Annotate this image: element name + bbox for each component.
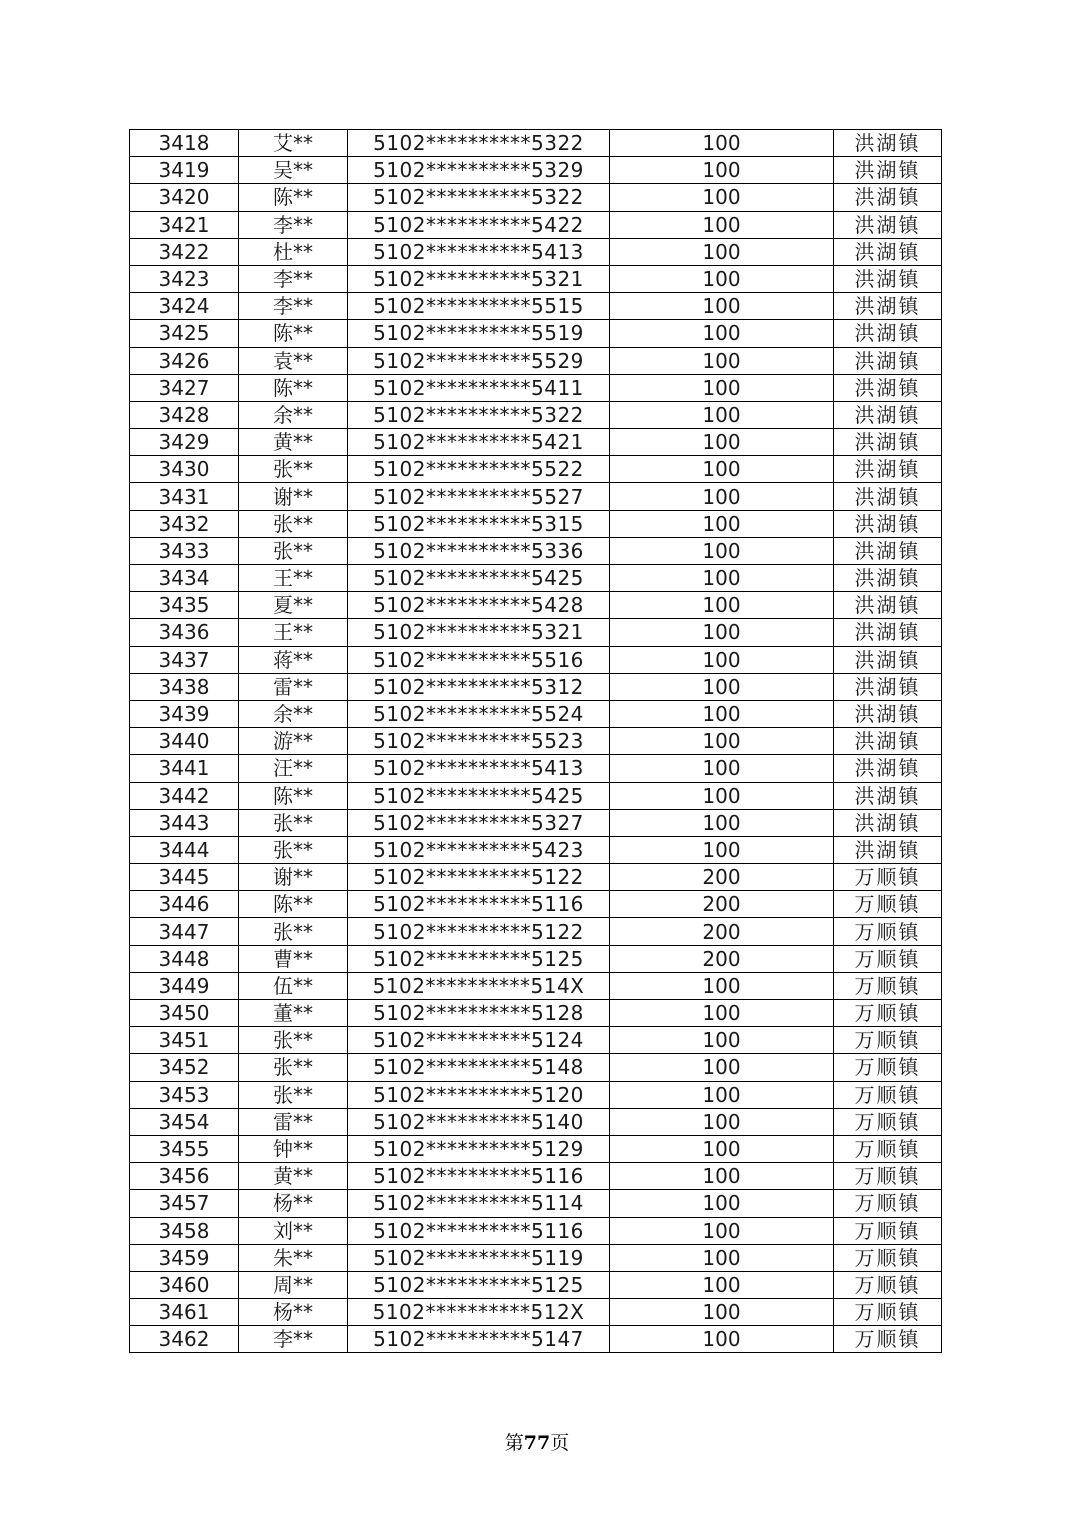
cell-seq: 3461 bbox=[130, 1299, 239, 1326]
cell-name: 张** bbox=[239, 809, 348, 836]
cell-id-number: 5102**********5321 bbox=[348, 265, 610, 292]
cell-amount: 100 bbox=[610, 265, 834, 292]
cell-seq: 3427 bbox=[130, 374, 239, 401]
cell-seq: 3459 bbox=[130, 1244, 239, 1271]
cell-id-number: 5102**********5422 bbox=[348, 211, 610, 238]
table-row bbox=[130, 673, 942, 700]
cell-amount: 100 bbox=[610, 1326, 834, 1353]
cell-id-number: 5102**********5116 bbox=[348, 1163, 610, 1190]
table-row bbox=[130, 592, 942, 619]
cell-seq: 3450 bbox=[130, 1000, 239, 1027]
cell-town: 洪湖镇 bbox=[834, 728, 942, 755]
cell-id-number: 5102**********5425 bbox=[348, 565, 610, 592]
cell-name: 袁** bbox=[239, 347, 348, 374]
cell-seq: 3439 bbox=[130, 700, 239, 727]
cell-name: 伍** bbox=[239, 972, 348, 999]
cell-amount: 200 bbox=[610, 891, 834, 918]
cell-id-number: 5102**********5524 bbox=[348, 700, 610, 727]
cell-town: 洪湖镇 bbox=[834, 592, 942, 619]
cell-name: 夏** bbox=[239, 592, 348, 619]
cell-seq: 3444 bbox=[130, 836, 239, 863]
cell-id-number: 5102**********5129 bbox=[348, 1135, 610, 1162]
cell-id-number: 5102**********5128 bbox=[348, 1000, 610, 1027]
cell-seq: 3438 bbox=[130, 673, 239, 700]
cell-town: 洪湖镇 bbox=[834, 836, 942, 863]
table-row bbox=[130, 401, 942, 428]
table-row bbox=[130, 429, 942, 456]
cell-id-number: 5102**********5120 bbox=[348, 1081, 610, 1108]
cell-town: 洪湖镇 bbox=[834, 456, 942, 483]
cell-town: 万顺镇 bbox=[834, 1271, 942, 1298]
cell-name: 陈** bbox=[239, 184, 348, 211]
cell-name: 陈** bbox=[239, 782, 348, 809]
table-row bbox=[130, 945, 942, 972]
cell-seq: 3423 bbox=[130, 265, 239, 292]
cell-name: 王** bbox=[239, 565, 348, 592]
cell-town: 洪湖镇 bbox=[834, 320, 942, 347]
cell-name: 张** bbox=[239, 510, 348, 537]
cell-amount: 100 bbox=[610, 1299, 834, 1326]
cell-seq: 3432 bbox=[130, 510, 239, 537]
cell-name: 张** bbox=[239, 1054, 348, 1081]
cell-amount: 100 bbox=[610, 1054, 834, 1081]
cell-id-number: 5102**********5336 bbox=[348, 537, 610, 564]
cell-name: 余** bbox=[239, 401, 348, 428]
cell-amount: 100 bbox=[610, 130, 834, 157]
cell-town: 洪湖镇 bbox=[834, 374, 942, 401]
cell-name: 雷** bbox=[239, 673, 348, 700]
table-row bbox=[130, 1108, 942, 1135]
cell-name: 刘** bbox=[239, 1217, 348, 1244]
cell-name: 曹** bbox=[239, 945, 348, 972]
cell-amount: 100 bbox=[610, 429, 834, 456]
cell-seq: 3426 bbox=[130, 347, 239, 374]
cell-town: 洪湖镇 bbox=[834, 619, 942, 646]
cell-amount: 100 bbox=[610, 1081, 834, 1108]
cell-id-number: 5102**********5519 bbox=[348, 320, 610, 347]
cell-town: 万顺镇 bbox=[834, 1135, 942, 1162]
cell-id-number: 5102**********5114 bbox=[348, 1190, 610, 1217]
cell-amount: 100 bbox=[610, 293, 834, 320]
cell-seq: 3457 bbox=[130, 1190, 239, 1217]
cell-name: 李** bbox=[239, 265, 348, 292]
cell-seq: 3453 bbox=[130, 1081, 239, 1108]
cell-amount: 100 bbox=[610, 1244, 834, 1271]
cell-name: 张** bbox=[239, 1027, 348, 1054]
cell-name: 杜** bbox=[239, 238, 348, 265]
cell-town: 万顺镇 bbox=[834, 1000, 942, 1027]
cell-id-number: 5102**********5116 bbox=[348, 1217, 610, 1244]
cell-name: 吴** bbox=[239, 157, 348, 184]
cell-id-number: 5102**********5425 bbox=[348, 782, 610, 809]
cell-town: 万顺镇 bbox=[834, 891, 942, 918]
cell-town: 洪湖镇 bbox=[834, 700, 942, 727]
cell-name: 张** bbox=[239, 456, 348, 483]
cell-name: 钟** bbox=[239, 1135, 348, 1162]
cell-amount: 100 bbox=[610, 728, 834, 755]
cell-seq: 3441 bbox=[130, 755, 239, 782]
table-row bbox=[130, 1027, 942, 1054]
cell-town: 洪湖镇 bbox=[834, 347, 942, 374]
table-row bbox=[130, 537, 942, 564]
cell-amount: 100 bbox=[610, 809, 834, 836]
table-row bbox=[130, 972, 942, 999]
table-row bbox=[130, 1244, 942, 1271]
cell-name: 李** bbox=[239, 1326, 348, 1353]
roster-table bbox=[129, 129, 942, 1353]
cell-id-number: 5102**********5322 bbox=[348, 130, 610, 157]
cell-amount: 100 bbox=[610, 1217, 834, 1244]
cell-name: 张** bbox=[239, 918, 348, 945]
table-row bbox=[130, 755, 942, 782]
cell-name: 谢** bbox=[239, 864, 348, 891]
cell-seq: 3437 bbox=[130, 646, 239, 673]
table-row bbox=[130, 157, 942, 184]
cell-amount: 200 bbox=[610, 864, 834, 891]
cell-seq: 3422 bbox=[130, 238, 239, 265]
cell-amount: 100 bbox=[610, 184, 834, 211]
cell-town: 洪湖镇 bbox=[834, 755, 942, 782]
cell-town: 万顺镇 bbox=[834, 1081, 942, 1108]
cell-town: 万顺镇 bbox=[834, 1163, 942, 1190]
cell-id-number: 5102**********5147 bbox=[348, 1326, 610, 1353]
cell-id-number: 5102**********5125 bbox=[348, 1271, 610, 1298]
cell-id-number: 5102**********5527 bbox=[348, 483, 610, 510]
cell-seq: 3446 bbox=[130, 891, 239, 918]
table-row bbox=[130, 130, 942, 157]
table-row bbox=[130, 1081, 942, 1108]
table-row bbox=[130, 1299, 942, 1326]
cell-town: 洪湖镇 bbox=[834, 238, 942, 265]
cell-id-number: 5102**********514X bbox=[348, 972, 610, 999]
cell-name: 张** bbox=[239, 1081, 348, 1108]
cell-town: 万顺镇 bbox=[834, 1244, 942, 1271]
cell-name: 张** bbox=[239, 836, 348, 863]
table-row bbox=[130, 700, 942, 727]
cell-name: 黄** bbox=[239, 1163, 348, 1190]
table-row bbox=[130, 918, 942, 945]
cell-id-number: 5102**********5321 bbox=[348, 619, 610, 646]
cell-amount: 100 bbox=[610, 401, 834, 428]
cell-seq: 3443 bbox=[130, 809, 239, 836]
cell-town: 洪湖镇 bbox=[834, 673, 942, 700]
table-row bbox=[130, 238, 942, 265]
cell-town: 洪湖镇 bbox=[834, 429, 942, 456]
cell-name: 朱** bbox=[239, 1244, 348, 1271]
cell-name: 汪** bbox=[239, 755, 348, 782]
cell-seq: 3435 bbox=[130, 592, 239, 619]
cell-town: 万顺镇 bbox=[834, 1108, 942, 1135]
cell-id-number: 5102**********5515 bbox=[348, 293, 610, 320]
cell-name: 游** bbox=[239, 728, 348, 755]
cell-id-number: 5102**********5428 bbox=[348, 592, 610, 619]
cell-amount: 100 bbox=[610, 238, 834, 265]
cell-town: 洪湖镇 bbox=[834, 646, 942, 673]
table-row bbox=[130, 1000, 942, 1027]
cell-id-number: 5102**********5329 bbox=[348, 157, 610, 184]
cell-amount: 100 bbox=[610, 836, 834, 863]
cell-amount: 100 bbox=[610, 1108, 834, 1135]
cell-amount: 100 bbox=[610, 673, 834, 700]
cell-seq: 3418 bbox=[130, 130, 239, 157]
cell-seq: 3431 bbox=[130, 483, 239, 510]
cell-town: 洪湖镇 bbox=[834, 184, 942, 211]
cell-seq: 3454 bbox=[130, 1108, 239, 1135]
cell-seq: 3420 bbox=[130, 184, 239, 211]
cell-amount: 100 bbox=[610, 700, 834, 727]
cell-town: 万顺镇 bbox=[834, 1217, 942, 1244]
cell-id-number: 5102**********5322 bbox=[348, 401, 610, 428]
cell-town: 洪湖镇 bbox=[834, 157, 942, 184]
cell-town: 万顺镇 bbox=[834, 864, 942, 891]
cell-id-number: 5102**********5529 bbox=[348, 347, 610, 374]
cell-town: 洪湖镇 bbox=[834, 265, 942, 292]
cell-amount: 100 bbox=[610, 646, 834, 673]
table-row bbox=[130, 265, 942, 292]
cell-id-number: 5102**********5322 bbox=[348, 184, 610, 211]
table-row bbox=[130, 1135, 942, 1162]
table-row bbox=[130, 782, 942, 809]
cell-id-number: 5102**********5140 bbox=[348, 1108, 610, 1135]
cell-name: 黄** bbox=[239, 429, 348, 456]
table-row bbox=[130, 619, 942, 646]
cell-id-number: 5102**********5116 bbox=[348, 891, 610, 918]
table-row bbox=[130, 510, 942, 537]
table-row bbox=[130, 809, 942, 836]
table-row bbox=[130, 836, 942, 863]
cell-seq: 3429 bbox=[130, 429, 239, 456]
cell-id-number: 5102**********5148 bbox=[348, 1054, 610, 1081]
cell-name: 陈** bbox=[239, 320, 348, 347]
page-footer-suffix: 页 bbox=[550, 1432, 570, 1454]
cell-id-number: 5102**********5312 bbox=[348, 673, 610, 700]
table-row bbox=[130, 1271, 942, 1298]
cell-amount: 200 bbox=[610, 945, 834, 972]
cell-seq: 3447 bbox=[130, 918, 239, 945]
table-row bbox=[130, 320, 942, 347]
cell-name: 王** bbox=[239, 619, 348, 646]
cell-amount: 100 bbox=[610, 755, 834, 782]
table-row bbox=[130, 483, 942, 510]
cell-amount: 100 bbox=[610, 374, 834, 401]
cell-id-number: 5102**********5411 bbox=[348, 374, 610, 401]
table-row bbox=[130, 646, 942, 673]
cell-amount: 100 bbox=[610, 619, 834, 646]
table-row bbox=[130, 347, 942, 374]
cell-town: 万顺镇 bbox=[834, 1027, 942, 1054]
cell-id-number: 5102**********5327 bbox=[348, 809, 610, 836]
cell-name: 李** bbox=[239, 293, 348, 320]
cell-town: 洪湖镇 bbox=[834, 293, 942, 320]
table-row bbox=[130, 374, 942, 401]
roster-table-body bbox=[130, 130, 942, 1353]
cell-name: 董** bbox=[239, 1000, 348, 1027]
cell-seq: 3460 bbox=[130, 1271, 239, 1298]
cell-id-number: 5102**********5124 bbox=[348, 1027, 610, 1054]
cell-town: 洪湖镇 bbox=[834, 401, 942, 428]
cell-amount: 100 bbox=[610, 483, 834, 510]
page-footer bbox=[0, 1428, 1074, 1455]
cell-name: 陈** bbox=[239, 374, 348, 401]
table-row bbox=[130, 728, 942, 755]
table-row bbox=[130, 1190, 942, 1217]
cell-amount: 100 bbox=[610, 347, 834, 374]
cell-amount: 100 bbox=[610, 1135, 834, 1162]
cell-seq: 3455 bbox=[130, 1135, 239, 1162]
cell-amount: 100 bbox=[610, 592, 834, 619]
cell-id-number: 5102**********5413 bbox=[348, 238, 610, 265]
cell-amount: 100 bbox=[610, 1000, 834, 1027]
cell-amount: 100 bbox=[610, 1271, 834, 1298]
cell-amount: 100 bbox=[610, 456, 834, 483]
cell-town: 洪湖镇 bbox=[834, 211, 942, 238]
table-row bbox=[130, 1054, 942, 1081]
cell-id-number: 5102**********5522 bbox=[348, 456, 610, 483]
cell-amount: 100 bbox=[610, 1027, 834, 1054]
cell-id-number: 5102**********5315 bbox=[348, 510, 610, 537]
cell-name: 杨** bbox=[239, 1299, 348, 1326]
cell-name: 周** bbox=[239, 1271, 348, 1298]
cell-town: 洪湖镇 bbox=[834, 565, 942, 592]
cell-seq: 3428 bbox=[130, 401, 239, 428]
cell-town: 洪湖镇 bbox=[834, 782, 942, 809]
cell-id-number: 5102**********5119 bbox=[348, 1244, 610, 1271]
cell-name: 谢** bbox=[239, 483, 348, 510]
cell-amount: 100 bbox=[610, 510, 834, 537]
cell-id-number: 5102**********5413 bbox=[348, 755, 610, 782]
cell-seq: 3451 bbox=[130, 1027, 239, 1054]
table-row bbox=[130, 891, 942, 918]
page-number: 77 bbox=[523, 1432, 551, 1454]
cell-name: 陈** bbox=[239, 891, 348, 918]
cell-name: 蒋** bbox=[239, 646, 348, 673]
cell-seq: 3436 bbox=[130, 619, 239, 646]
cell-seq: 3434 bbox=[130, 565, 239, 592]
cell-town: 洪湖镇 bbox=[834, 130, 942, 157]
cell-seq: 3430 bbox=[130, 456, 239, 483]
cell-seq: 3462 bbox=[130, 1326, 239, 1353]
cell-amount: 100 bbox=[610, 537, 834, 564]
cell-town: 万顺镇 bbox=[834, 1190, 942, 1217]
cell-id-number: 5102**********5523 bbox=[348, 728, 610, 755]
cell-amount: 100 bbox=[610, 320, 834, 347]
cell-name: 张** bbox=[239, 537, 348, 564]
cell-id-number: 5102**********5516 bbox=[348, 646, 610, 673]
cell-town: 洪湖镇 bbox=[834, 510, 942, 537]
table-row bbox=[130, 1217, 942, 1244]
cell-town: 万顺镇 bbox=[834, 945, 942, 972]
cell-name: 杨** bbox=[239, 1190, 348, 1217]
cell-seq: 3448 bbox=[130, 945, 239, 972]
cell-amount: 100 bbox=[610, 565, 834, 592]
cell-seq: 3442 bbox=[130, 782, 239, 809]
cell-id-number: 5102**********512X bbox=[348, 1299, 610, 1326]
table-row bbox=[130, 211, 942, 238]
cell-amount: 100 bbox=[610, 1163, 834, 1190]
table-row bbox=[130, 565, 942, 592]
table-row bbox=[130, 1163, 942, 1190]
cell-id-number: 5102**********5125 bbox=[348, 945, 610, 972]
cell-amount: 100 bbox=[610, 972, 834, 999]
table-row bbox=[130, 1326, 942, 1353]
table-row bbox=[130, 864, 942, 891]
cell-seq: 3440 bbox=[130, 728, 239, 755]
cell-seq: 3421 bbox=[130, 211, 239, 238]
cell-seq: 3419 bbox=[130, 157, 239, 184]
cell-name: 艾** bbox=[239, 130, 348, 157]
table-row bbox=[130, 456, 942, 483]
cell-id-number: 5102**********5421 bbox=[348, 429, 610, 456]
cell-id-number: 5102**********5423 bbox=[348, 836, 610, 863]
cell-name: 雷** bbox=[239, 1108, 348, 1135]
cell-seq: 3424 bbox=[130, 293, 239, 320]
cell-seq: 3445 bbox=[130, 864, 239, 891]
cell-amount: 100 bbox=[610, 1190, 834, 1217]
cell-town: 万顺镇 bbox=[834, 1299, 942, 1326]
cell-seq: 3458 bbox=[130, 1217, 239, 1244]
cell-seq: 3425 bbox=[130, 320, 239, 347]
cell-amount: 100 bbox=[610, 157, 834, 184]
cell-seq: 3452 bbox=[130, 1054, 239, 1081]
cell-name: 余** bbox=[239, 700, 348, 727]
cell-name: 李** bbox=[239, 211, 348, 238]
cell-town: 万顺镇 bbox=[834, 1054, 942, 1081]
cell-seq: 3433 bbox=[130, 537, 239, 564]
cell-town: 万顺镇 bbox=[834, 1326, 942, 1353]
cell-seq: 3456 bbox=[130, 1163, 239, 1190]
cell-id-number: 5102**********5122 bbox=[348, 918, 610, 945]
cell-town: 洪湖镇 bbox=[834, 483, 942, 510]
cell-id-number: 5102**********5122 bbox=[348, 864, 610, 891]
cell-amount: 100 bbox=[610, 782, 834, 809]
cell-town: 万顺镇 bbox=[834, 918, 942, 945]
cell-town: 洪湖镇 bbox=[834, 809, 942, 836]
cell-town: 万顺镇 bbox=[834, 972, 942, 999]
cell-amount: 100 bbox=[610, 211, 834, 238]
table-row bbox=[130, 184, 942, 211]
cell-town: 洪湖镇 bbox=[834, 537, 942, 564]
page-footer-prefix: 第 bbox=[504, 1432, 524, 1454]
table-row bbox=[130, 293, 942, 320]
roster-table-container bbox=[129, 129, 942, 1353]
cell-seq: 3449 bbox=[130, 972, 239, 999]
cell-amount: 200 bbox=[610, 918, 834, 945]
